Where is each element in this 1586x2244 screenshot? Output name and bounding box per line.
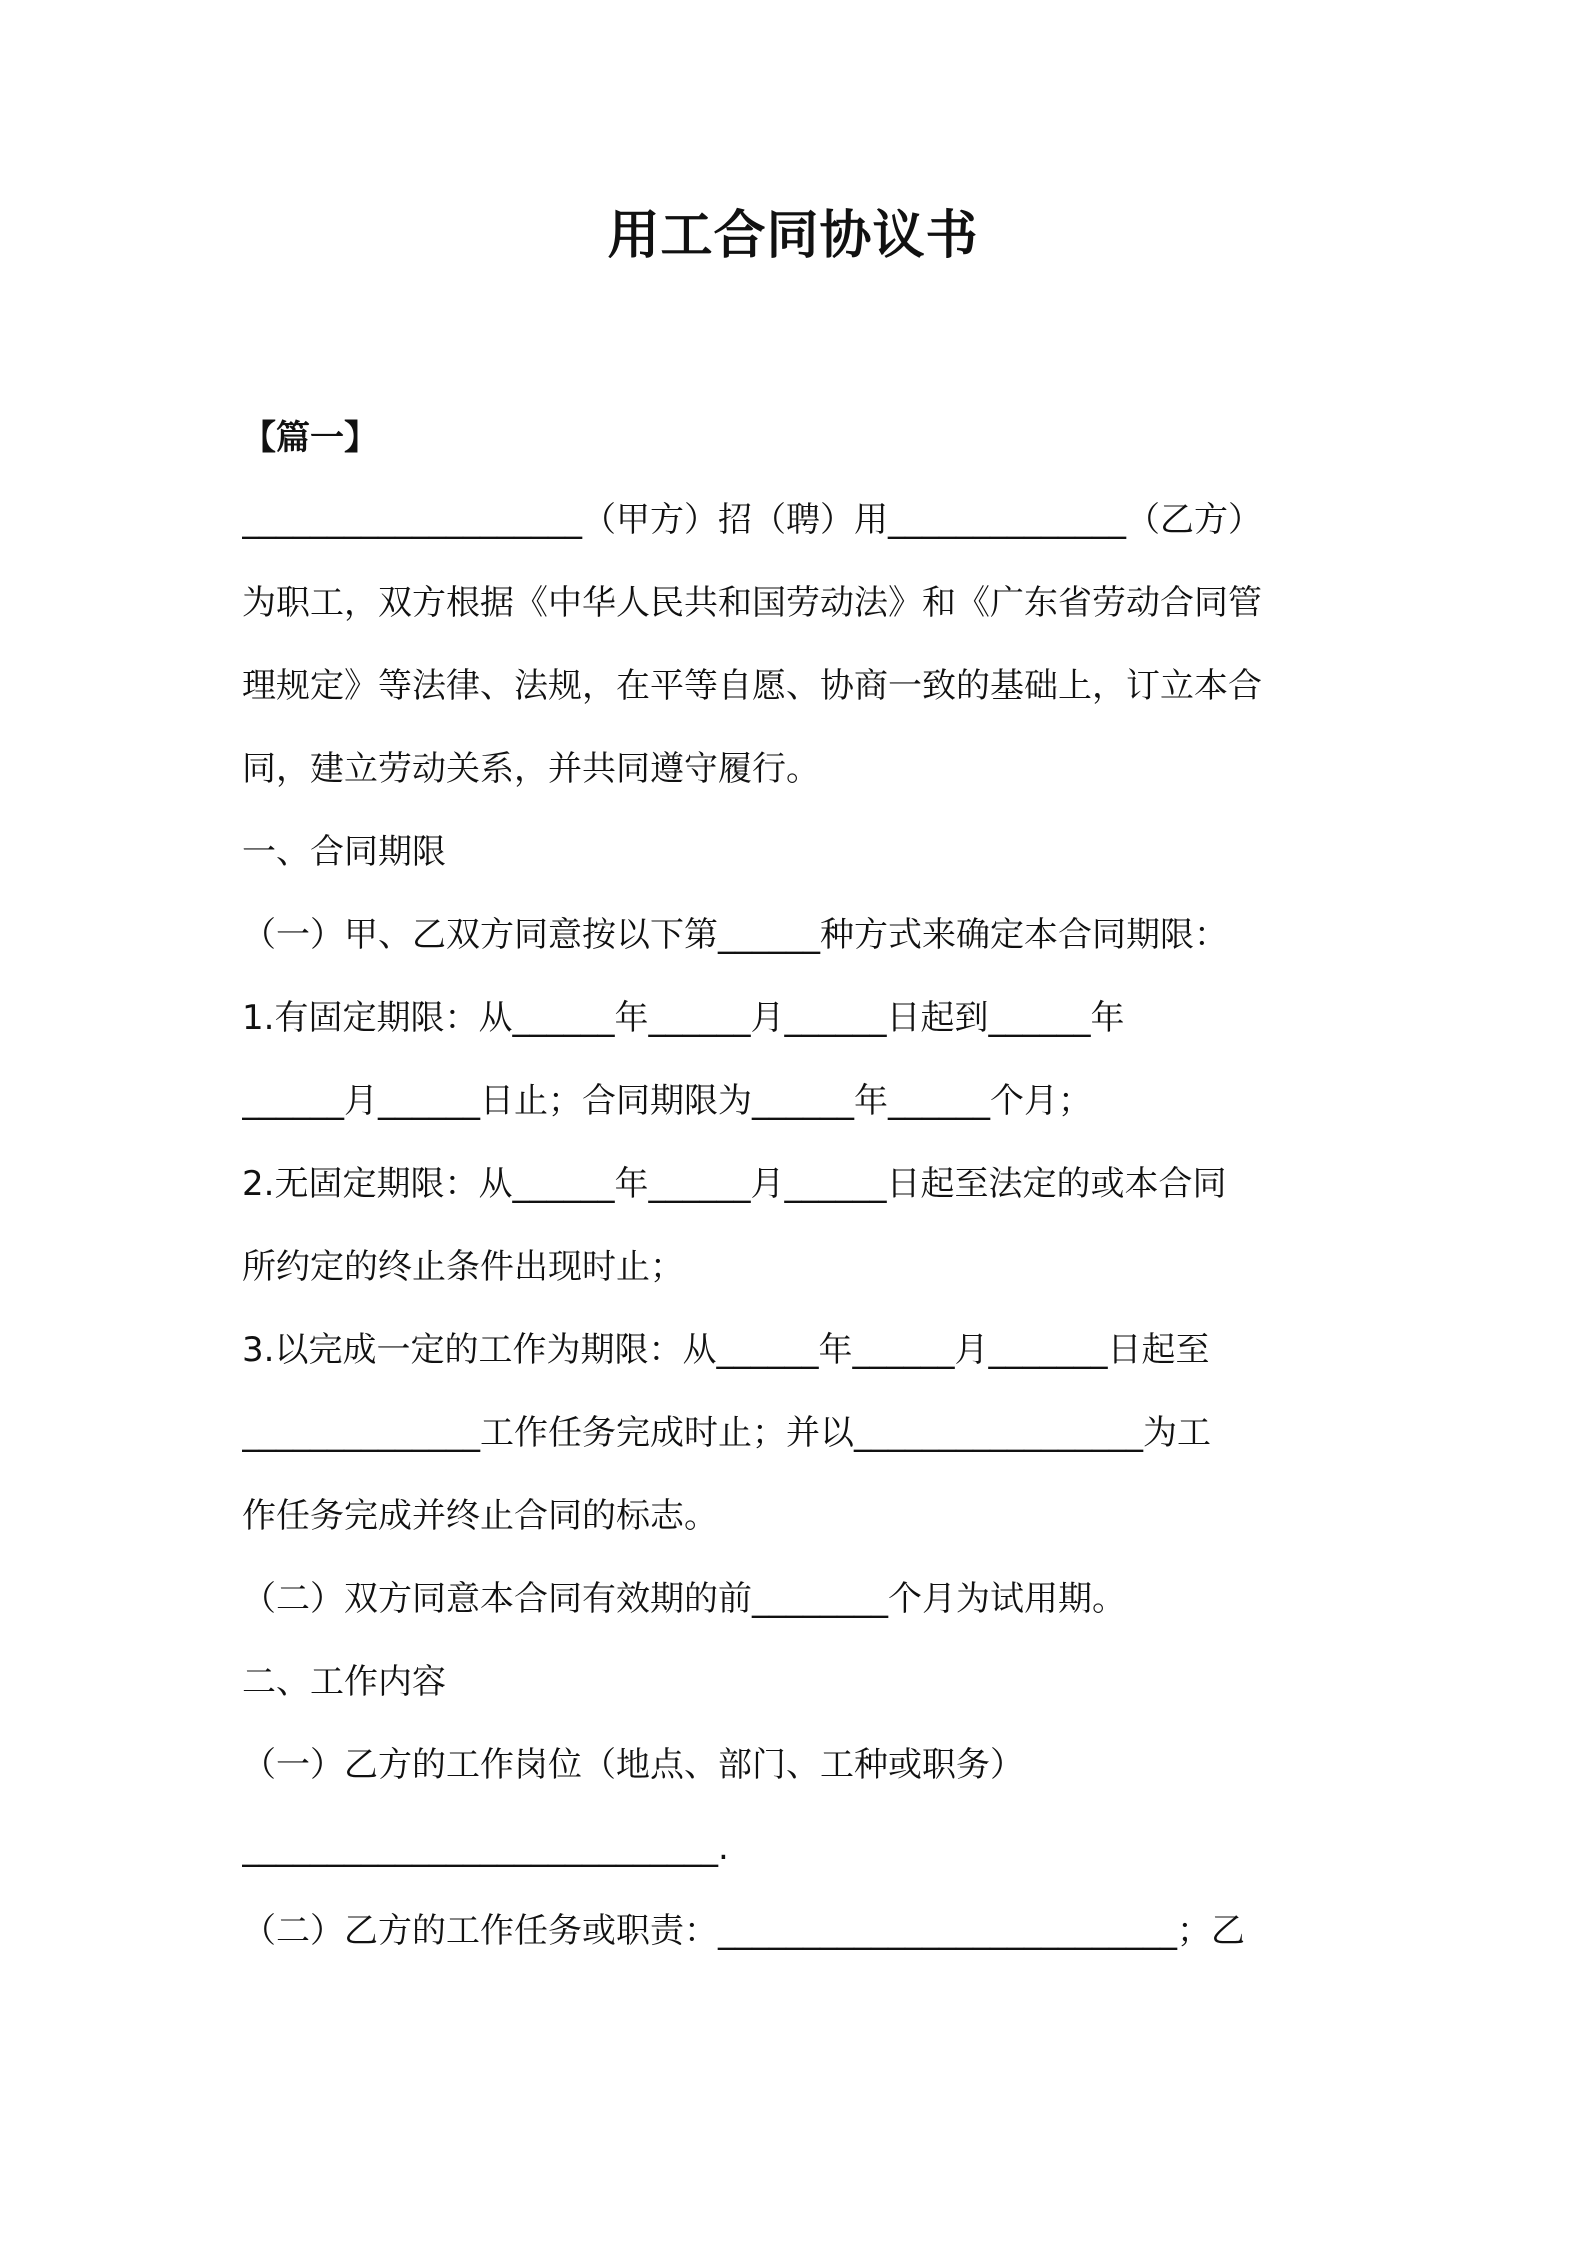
text-line: 作任务完成并终止合同的标志。 [242,1496,718,1536]
text-line: ______________工作任务完成时止；并以_________________为工 [242,1413,1211,1453]
text-line: ____________________________. [242,1828,729,1868]
text-line: ____________________（甲方）招（聘）用______________（乙方） [242,500,1262,540]
text-line: （一）甲、乙双方同意按以下第______种方式来确定本合同期限： [242,915,1228,955]
text-line: 为职工，双方根据《中华人民共和国劳动法》和《广东省劳动合同管 [242,583,1262,623]
text-line: ______月______日止；合同期限为______年______个月； [242,1081,1092,1121]
document-title: 用工合同协议书 [607,206,979,266]
text-line: 2.无固定期限：从______年______月______日起至法定的或本合同 [242,1164,1227,1204]
text-line: 所约定的终止条件出现时止； [242,1247,684,1287]
text-line: 1.有固定期限：从______年______月______日起到______年 [242,998,1125,1038]
text-line-justified: （一）乙方的工作岗位（地点、部门、工种或职务） [242,1745,1024,1785]
text-line: 理规定》等法律、法规，在平等自愿、协商一致的基础上，订立本合 [242,666,1262,706]
part-label: 【篇一】 [242,418,378,458]
text-line: （二）乙方的工作任务或职责：___________________________；乙 [242,1911,1245,1951]
text-line: （二）双方同意本合同有效期的前________个月为试用期。 [242,1579,1126,1619]
section-heading: 一、合同期限 [242,832,446,872]
text-line: 同，建立劳动关系，并共同遵守履行。 [242,749,820,789]
text-line: 3.以完成一定的工作为期限：从______年______月_______日起至 [242,1330,1210,1370]
section-heading: 二、工作内容 [242,1662,446,1702]
